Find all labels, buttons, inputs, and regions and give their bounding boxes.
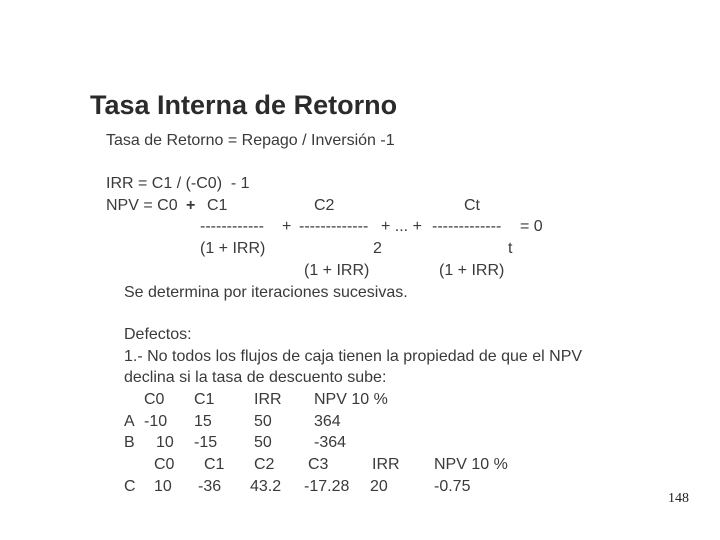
- rate-formula: Tasa de Retorno = Repago / Inversión -1: [106, 132, 395, 149]
- npv-term2-exponent: 2: [373, 240, 382, 257]
- table1-header-c0: C0: [144, 391, 165, 408]
- npv-term3-exponent: t: [508, 240, 513, 257]
- npv-term1-numerator: C1: [207, 197, 228, 214]
- table2-row-c-c1: -36: [198, 478, 222, 495]
- npv-plus: +: [282, 218, 292, 235]
- table2-row-c-npv: -0.75: [434, 478, 471, 495]
- npv-term2-numerator: C2: [314, 197, 335, 214]
- table1-row-b-c0: 10: [156, 434, 174, 451]
- table2-row-c-c2: 43.2: [250, 478, 282, 495]
- table2-row-c-irr: 20: [370, 478, 388, 495]
- defect1-line1: 1.- No todos los flujos de caja tienen la propiedad de que el NPV: [124, 348, 583, 365]
- table1-row-b-label: B: [124, 434, 135, 451]
- table1-row-a-irr: 50: [254, 413, 272, 430]
- slide-title: Tasa Interna de Retorno: [90, 90, 398, 120]
- irr-formula: IRR = C1 / (-C0) - 1: [106, 175, 250, 192]
- npv-equals-zero: = 0: [520, 218, 543, 235]
- table1-row-a-label: A: [124, 413, 135, 430]
- npv-term3-numerator: Ct: [464, 197, 480, 214]
- npv-term1-denominator: (1 + IRR): [200, 240, 266, 257]
- table1-header-irr: IRR: [254, 391, 282, 408]
- table1-header-npv: NPV 10 %: [314, 391, 388, 408]
- table2-row-c-label: C: [124, 478, 136, 495]
- table1-row-a-npv: 364: [314, 413, 341, 430]
- page-number: 148: [668, 491, 689, 506]
- defects-heading: Defectos:: [124, 326, 192, 343]
- npv-plus-bold: +: [186, 197, 196, 214]
- npv-ellipsis: + ... +: [381, 218, 422, 235]
- table2-header-irr: IRR: [372, 456, 400, 473]
- table1-row-b-c1: -15: [194, 434, 218, 451]
- table1-row-a-c0: -10: [144, 413, 168, 430]
- npv-lhs: NPV = C0: [106, 197, 178, 214]
- npv-term3-denominator: (1 + IRR): [439, 262, 505, 279]
- table1-row-b-irr: 50: [254, 434, 272, 451]
- table2-row-c-c3: -17.28: [304, 478, 350, 495]
- table1-row-a-c1: 15: [194, 413, 212, 430]
- defect1-line2: declina si la tasa de descuento sube:: [124, 369, 387, 386]
- table2-header-npv: NPV 10 %: [434, 456, 508, 473]
- iterations-note: Se determina por iteraciones sucesivas.: [124, 284, 408, 301]
- table2-header-c2: C2: [254, 456, 275, 473]
- table2-header-c3: C3: [308, 456, 329, 473]
- npv-term2-bar: -------------: [299, 218, 369, 235]
- table2-header-c1: C1: [204, 456, 225, 473]
- table1-row-b-npv: -364: [314, 434, 347, 451]
- npv-term3-bar: -------------: [432, 218, 502, 235]
- table2-header-c0: C0: [154, 456, 175, 473]
- npv-term1-bar: ------------: [200, 218, 264, 235]
- table1-header-c1: C1: [194, 391, 215, 408]
- npv-term2-denominator: (1 + IRR): [304, 262, 370, 279]
- table2-row-c-c0: 10: [154, 478, 172, 495]
